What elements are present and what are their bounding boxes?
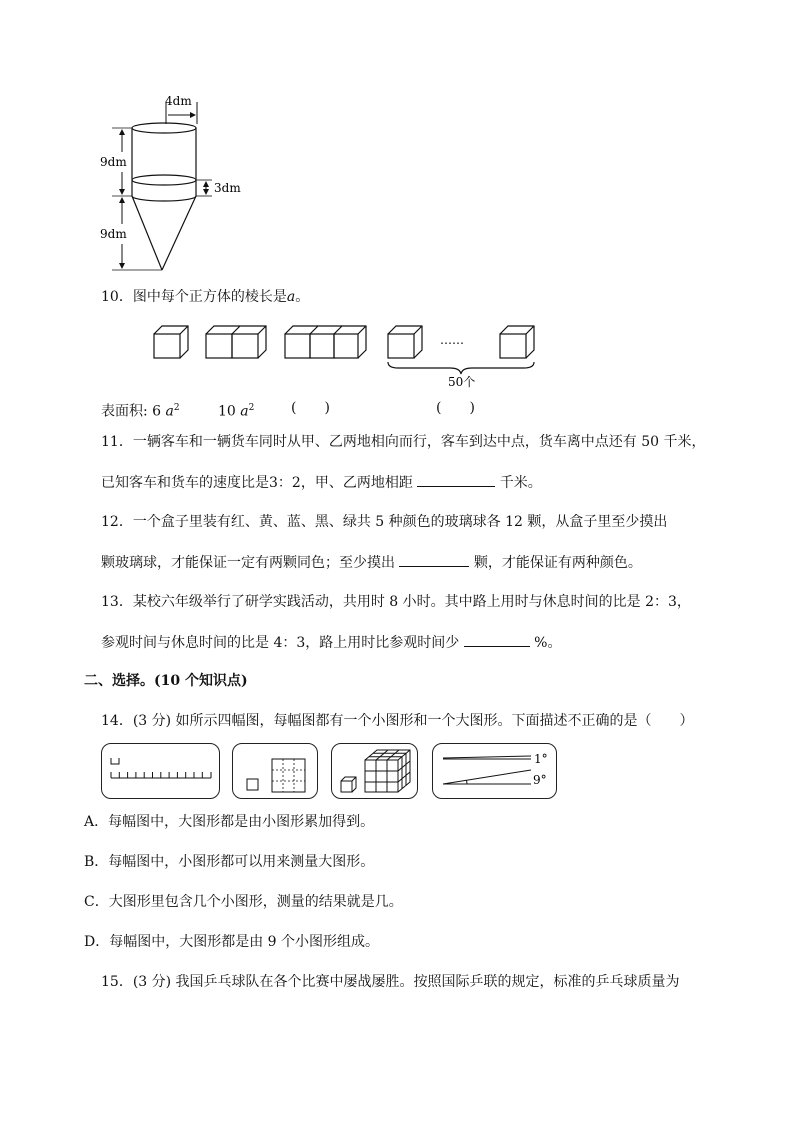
angle-big-label: 9°	[533, 773, 547, 787]
upper-height-label: 9dm	[100, 155, 127, 169]
water-height-label: 3dm	[214, 181, 241, 195]
q14-option-d[interactable]: D．每幅图中，大图形都是由 9 个小图形组成。	[84, 934, 380, 950]
panel-cube	[331, 743, 418, 799]
q10-stem: 10．图中每个正方体的棱长是a。	[101, 289, 310, 305]
q11-answer-blank[interactable]	[417, 472, 495, 487]
cylinder-cone-figure	[100, 88, 260, 278]
ruler-figure	[102, 744, 218, 798]
q14-stem: 14．(3 分) 如所示四幅图，每幅图都有一个小图形和一个大图形。下面描述不正确的是（ ）	[101, 713, 694, 729]
q12-answer-blank[interactable]	[399, 552, 469, 567]
panel-angle	[432, 743, 557, 799]
panel-ruler	[101, 743, 220, 799]
q13-line1: 13．某校六年级举行了研学实践活动，共用时 8 小时。其中路上用时与休息时间的比是 2：3，	[101, 594, 691, 610]
angle-figure	[433, 744, 555, 798]
q13-answer-blank[interactable]	[464, 632, 530, 647]
q10-variable: a	[286, 289, 296, 305]
q12-line2: 颗玻璃球，才能保证一定有两颗同色；至少摸出 颗，才能保证有两种颜色。	[101, 552, 642, 573]
q11-line2: 已知客车和货车的速度比是3：2，甲、乙两地相距 千米。	[101, 472, 542, 493]
q11-line1: 11．一辆客车和一辆货车同时从甲、乙两地相向而行，客车到达中点，货车离中点还有 50 千米，	[101, 434, 706, 450]
angle-small-label: 1°	[534, 752, 548, 766]
area-label: 表面积:	[101, 403, 153, 420]
q10-answer-paren-2[interactable]: ( )	[436, 400, 475, 416]
q13-line2: 参观时间与休息时间的比是 4：3，路上用时比参观时间少 %。	[101, 632, 561, 653]
top-width-label: 4dm	[165, 94, 192, 108]
q14-option-a[interactable]: A．每幅图中，大图形都是由小图形累加得到。	[84, 814, 375, 830]
q14-option-b[interactable]: B．每幅图中，小图形都可以用来测量大图形。	[84, 854, 375, 870]
q15-line1: 15．(3 分) 我国乒乓球队在各个比赛中屡战屡胜。按照国际乒联的规定，标准的乒乓球质量为	[101, 974, 680, 990]
cube-grid-figure	[332, 744, 417, 798]
q12-line1: 12．一个盒子里装有红、黄、蓝、黑、绿共 5 种颜色的玻璃球各 12 颗，从盒子里至少摸出	[101, 514, 668, 530]
lower-height-label: 9dm	[100, 227, 127, 241]
q14-option-c[interactable]: C．大图形里包含几个小图形，测量的结果就是几。	[84, 894, 403, 910]
q10-area2: 10 $a^2$	[218, 403, 255, 420]
q10-area-row: 表面积: 6 $a^2$	[101, 403, 180, 420]
section-title: 二、选择。(10 个知识点)	[84, 673, 248, 689]
panel-square	[232, 743, 318, 799]
q10-answer-paren-1[interactable]: ( )	[291, 400, 330, 416]
square-figure	[233, 744, 317, 798]
cubes-figure	[150, 320, 550, 392]
dots-label: ……	[440, 333, 464, 347]
count-label: 50个	[448, 375, 476, 389]
